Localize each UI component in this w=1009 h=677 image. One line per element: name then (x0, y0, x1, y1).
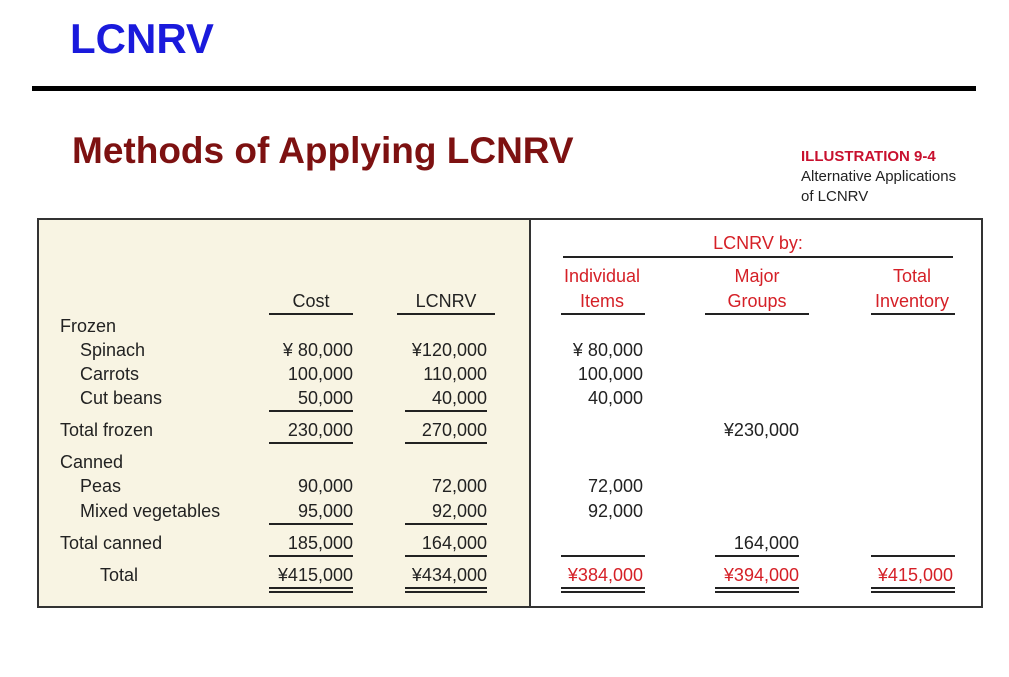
col-header-total-1: Total (892, 266, 932, 286)
cost-header-rule (269, 313, 353, 315)
illustration-line-2: of LCNRV (801, 188, 869, 205)
individual-value: ¥ 80,000 (572, 340, 643, 360)
cost-canned-rule (269, 523, 353, 525)
illustration-number: ILLUSTRATION 9-4 (801, 148, 936, 165)
lcnrv-canned-rule (405, 523, 487, 525)
cost-value: 95,000 (297, 501, 353, 521)
lcnrv-total-canned-rule (405, 555, 487, 557)
major-header-rule (705, 313, 809, 315)
inventory-total-rule (871, 555, 955, 557)
panel-divider (529, 220, 531, 606)
total-frozen-lcnrv: 270,000 (421, 420, 487, 440)
slide-subtitle: Methods of Applying LCNRV (72, 130, 574, 171)
canned-label: Canned (60, 452, 124, 472)
illustration-line-1: Alternative Applications (801, 168, 957, 185)
total-header-rule (871, 313, 955, 315)
lcnrv-value: ¥120,000 (411, 340, 487, 360)
total-frozen-major: ¥230,000 (723, 420, 799, 440)
lcnrv-table (37, 218, 983, 608)
grand-total-cost: ¥415,000 (277, 565, 353, 585)
group-header: LCNRV by: (713, 233, 803, 253)
cost-value: 100,000 (287, 364, 353, 384)
individual-value: 92,000 (587, 501, 643, 521)
lcnrv-total-frozen-rule (405, 442, 487, 444)
individual-value: 72,000 (587, 476, 643, 496)
col-header-major-2: Groups (727, 291, 787, 311)
grand-total-individual: ¥384,000 (567, 565, 643, 585)
total-frozen-label: Total frozen (60, 420, 154, 440)
col-header-major-1: Major (734, 266, 780, 286)
grand-total-label: Total (100, 565, 139, 585)
inventory-double-rule (871, 587, 955, 593)
individual-double-rule (561, 587, 645, 593)
lcnrv-value: 110,000 (423, 364, 487, 384)
individual-value: 40,000 (587, 388, 643, 408)
grand-total-major: ¥394,000 (723, 565, 799, 585)
lcnrv-value: 92,000 (431, 501, 487, 521)
col-header-lcnrv: LCNRV (415, 291, 477, 311)
group-header-rule (563, 256, 953, 258)
row-label: Carrots (80, 364, 140, 384)
row-label: Cut beans (80, 388, 163, 408)
cost-total-frozen-rule (269, 442, 353, 444)
col-header-total-2: Inventory (874, 291, 950, 311)
cost-value: 90,000 (297, 476, 353, 496)
lcnrv-value: 72,000 (431, 476, 487, 496)
cost-value: 50,000 (297, 388, 353, 408)
total-canned-cost: 185,000 (287, 533, 353, 553)
lcnrv-header-rule (397, 313, 495, 315)
cost-subtotal-rule (269, 410, 353, 412)
total-canned-major: 164,000 (733, 533, 799, 553)
title-rule (32, 86, 976, 91)
row-label: Mixed vegetables (80, 501, 221, 521)
major-double-rule (715, 587, 799, 593)
lcnrv-value: 40,000 (431, 388, 487, 408)
lcnrv-double-rule (405, 587, 487, 593)
frozen-label: Frozen (60, 316, 117, 336)
individual-total-rule (561, 555, 645, 557)
total-canned-label: Total canned (60, 533, 163, 553)
row-label: Peas (80, 476, 122, 496)
grand-total-inventory: ¥415,000 (877, 565, 953, 585)
grand-total-lcnrv: ¥434,000 (411, 565, 487, 585)
col-header-individual-2: Items (579, 291, 624, 311)
slide-title: LCNRV (70, 15, 214, 62)
cost-total-canned-rule (269, 555, 353, 557)
individual-header-rule (561, 313, 645, 315)
individual-value: 100,000 (577, 364, 643, 384)
illustration-caption (801, 147, 956, 207)
total-canned-lcnrv: 164,000 (421, 533, 487, 553)
major-total-rule (715, 555, 799, 557)
total-frozen-cost: 230,000 (287, 420, 353, 440)
col-header-individual-1: Individual (563, 266, 641, 286)
cost-double-rule (269, 587, 353, 593)
cost-value: ¥ 80,000 (282, 340, 353, 360)
row-label: Spinach (80, 340, 146, 360)
lcnrv-subtotal-rule (405, 410, 487, 412)
col-header-cost: Cost (292, 291, 330, 311)
